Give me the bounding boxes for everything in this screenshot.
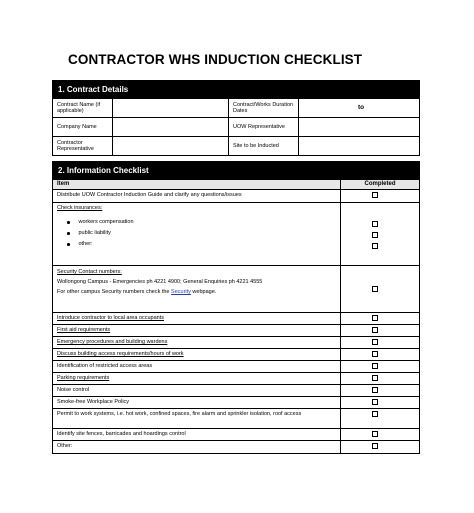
security-heading: Security Contact numbers: bbox=[57, 269, 122, 275]
completed-checkbox[interactable] bbox=[372, 411, 378, 417]
checklist-row bbox=[53, 324, 419, 336]
information-checklist-header: 2. Information Checklist bbox=[53, 162, 419, 179]
checklist-row bbox=[53, 440, 419, 453]
completed-checkbox[interactable] bbox=[372, 192, 378, 198]
list-item: public liability bbox=[57, 228, 336, 239]
checklist-column-headers bbox=[53, 179, 419, 189]
uow-representative-field[interactable] bbox=[299, 118, 419, 136]
completed-checkbox[interactable] bbox=[372, 339, 378, 345]
completed-checkbox[interactable] bbox=[372, 327, 378, 333]
contract-name-label: Contract Name (if applicable) bbox=[53, 99, 113, 117]
list-item: workers compensation bbox=[57, 217, 336, 228]
completed-checkbox[interactable] bbox=[372, 399, 378, 405]
uow-representative-label: UOW Representative bbox=[229, 118, 299, 136]
security-numbers: Wollongong Campus - Emergencies ph 4221 4900; General Enquiries ph 4221 4555 bbox=[57, 279, 263, 285]
completed-checkbox[interactable] bbox=[372, 351, 378, 357]
company-name-label: Company Name bbox=[53, 118, 113, 136]
public-liability-checkbox[interactable] bbox=[372, 232, 378, 238]
contract-details-header: 1. Contract Details bbox=[53, 81, 419, 98]
completed-checkbox[interactable] bbox=[372, 387, 378, 393]
checklist-row bbox=[53, 312, 419, 324]
contractor-representative-field[interactable] bbox=[113, 137, 229, 155]
checklist-row bbox=[53, 384, 419, 396]
contract-row bbox=[53, 136, 419, 155]
item-column-header: Item bbox=[53, 180, 341, 189]
item-text: Noise control bbox=[53, 385, 341, 396]
other-insurance-checkbox[interactable] bbox=[372, 243, 378, 249]
item-text: First aid requirements bbox=[53, 325, 341, 336]
page-title: CONTRACTOR WHS INDUCTION CHECKLIST bbox=[68, 52, 363, 67]
company-name-field[interactable] bbox=[113, 118, 229, 136]
contractor-representative-label: Contractor Representative bbox=[53, 137, 113, 155]
completed-column-header: Completed bbox=[364, 181, 396, 187]
checklist-row bbox=[53, 396, 419, 408]
duration-dates-label: Contract/Works Duration Dates bbox=[229, 99, 299, 117]
checklist-row bbox=[53, 202, 419, 265]
workers-compensation-checkbox[interactable] bbox=[372, 221, 378, 227]
checklist-row bbox=[53, 428, 419, 440]
item-text: Identify site fences, barricades and hoardings control bbox=[53, 429, 341, 440]
item-text: Emergency procedures and building wardens bbox=[53, 337, 341, 348]
contract-row bbox=[53, 117, 419, 136]
information-checklist-section bbox=[52, 161, 420, 454]
item-text: Introduce contractor to local area occupants bbox=[53, 313, 341, 324]
item-text: Smoke-free Workplace Policy bbox=[53, 397, 341, 408]
security-link[interactable]: Security bbox=[171, 289, 191, 295]
completed-checkbox[interactable] bbox=[372, 286, 378, 292]
security-note: For other campus Security numbers check the Security webpage. bbox=[57, 289, 217, 295]
contract-details-section bbox=[52, 80, 420, 156]
checklist-row bbox=[53, 360, 419, 372]
insurance-heading: Check insurances: bbox=[57, 205, 103, 211]
item-text: Parking requirements bbox=[53, 373, 341, 384]
site-inducted-field[interactable] bbox=[299, 137, 419, 155]
completed-checkbox[interactable] bbox=[372, 363, 378, 369]
completed-checkbox[interactable] bbox=[372, 431, 378, 437]
checklist-row bbox=[53, 348, 419, 360]
checklist-row bbox=[53, 372, 419, 384]
item-text: Distribute UOW Contractor Induction Guide and clarify any questions/issues bbox=[53, 190, 341, 202]
checklist-row bbox=[53, 408, 419, 428]
duration-dates-field[interactable] bbox=[299, 99, 419, 117]
checklist-row bbox=[53, 189, 419, 202]
list-item: other: bbox=[57, 239, 336, 250]
checklist-row bbox=[53, 336, 419, 348]
checklist-row bbox=[53, 265, 419, 312]
item-text: Permit to work systems, i.e. hot work, confined spaces, fire alarm and sprinkler isolation, roof access bbox=[53, 409, 341, 428]
completed-checkbox[interactable] bbox=[372, 375, 378, 381]
contract-name-field[interactable] bbox=[113, 99, 229, 117]
to-label: to bbox=[358, 103, 365, 111]
bullet-icon bbox=[67, 232, 70, 235]
completed-checkbox[interactable] bbox=[372, 315, 378, 321]
item-text: Discuss building access requirements/hours of work bbox=[53, 349, 341, 360]
item-text: Other: bbox=[53, 441, 341, 453]
item-text: Identification of restricted access areas bbox=[53, 361, 341, 372]
site-inducted-label: Site to be Inducted bbox=[229, 137, 299, 155]
contract-row bbox=[53, 98, 419, 117]
bullet-icon bbox=[67, 243, 70, 246]
bullet-icon bbox=[67, 221, 70, 224]
completed-checkbox[interactable] bbox=[372, 443, 378, 449]
